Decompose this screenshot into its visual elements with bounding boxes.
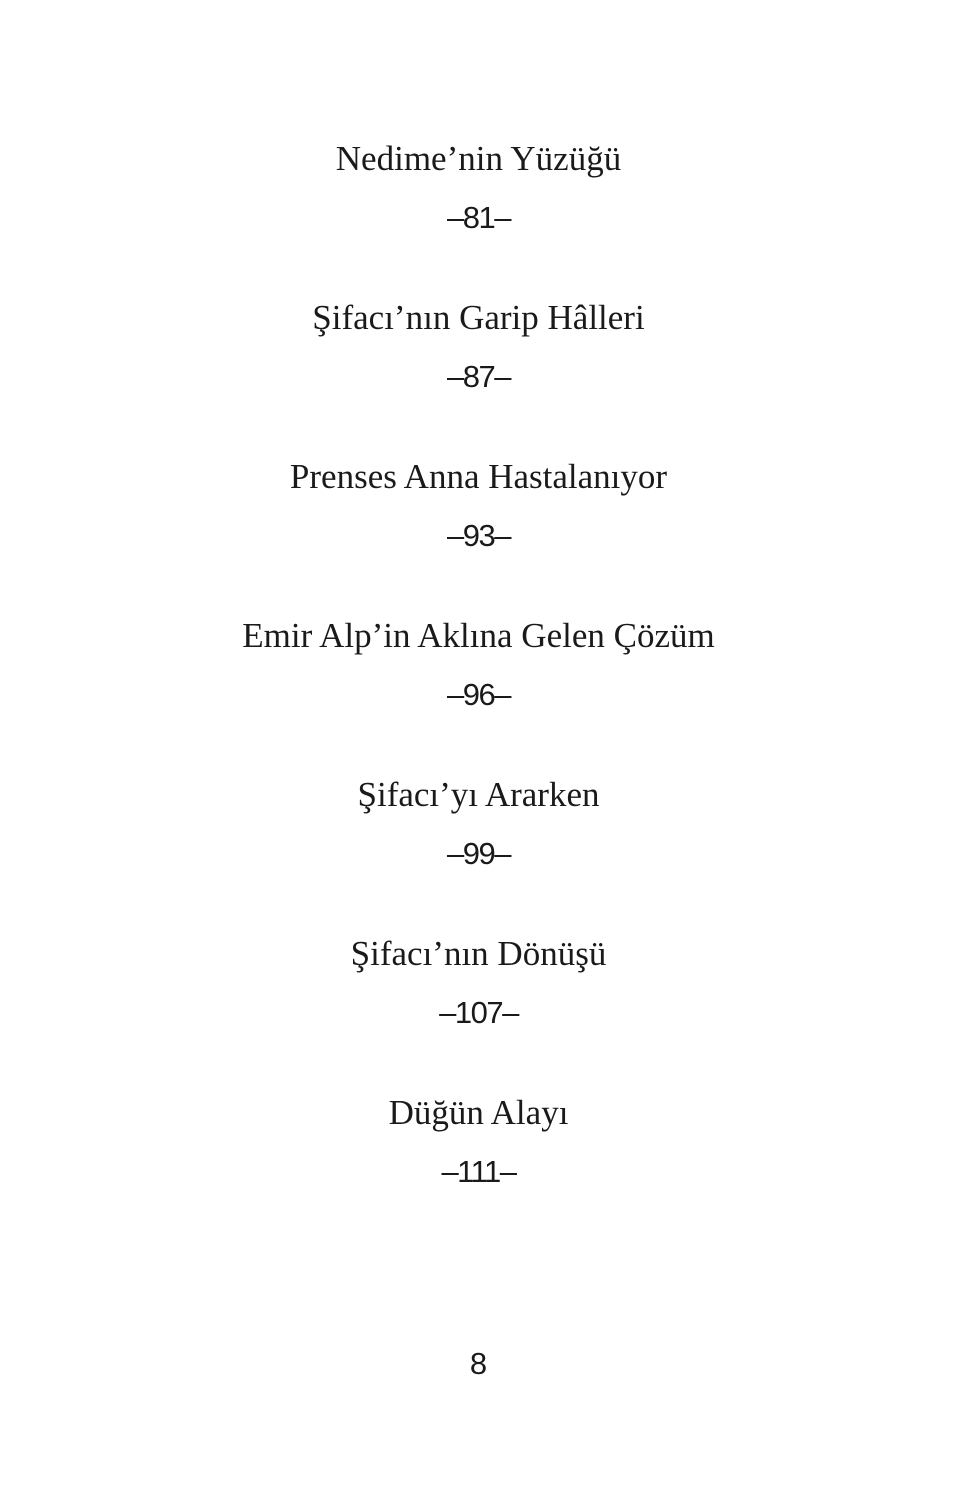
- toc-entry-title: Emir Alp’in Aklına Gelen Çözüm: [242, 616, 715, 655]
- toc-entry-page-number: –111–: [441, 1154, 516, 1189]
- toc-entry-page-number: –107–: [439, 995, 518, 1030]
- toc-entry-page-number: –87–: [447, 359, 510, 394]
- toc-entry: [0, 136, 957, 295]
- page-number: 8: [469, 1346, 488, 1381]
- toc-entry: [0, 1090, 957, 1249]
- toc-entry-title: Şifacı’nın Dönüşü: [350, 934, 607, 973]
- toc-entry: [0, 295, 957, 454]
- toc-entry: [0, 613, 957, 772]
- toc-entry-page-number: –93–: [447, 518, 510, 553]
- toc-entry-page-number: –96–: [447, 677, 510, 712]
- toc-entry: [0, 454, 957, 613]
- toc-entry: [0, 931, 957, 1090]
- toc-entry-title: Şifacı’yı Ararken: [357, 775, 600, 814]
- toc-entry-title: Şifacı’nın Garip Hâlleri: [312, 298, 645, 337]
- toc-entry-title: Nedime’nin Yüzüğü: [335, 139, 622, 178]
- toc-entry-title: Prenses Anna Hastalanıyor: [289, 457, 668, 496]
- table-of-contents: [0, 136, 957, 1249]
- toc-entry-page-number: –99–: [447, 836, 510, 871]
- toc-entry-page-number: –81–: [447, 200, 510, 235]
- toc-entry-title: Düğün Alayı: [388, 1093, 569, 1132]
- toc-entry: [0, 772, 957, 931]
